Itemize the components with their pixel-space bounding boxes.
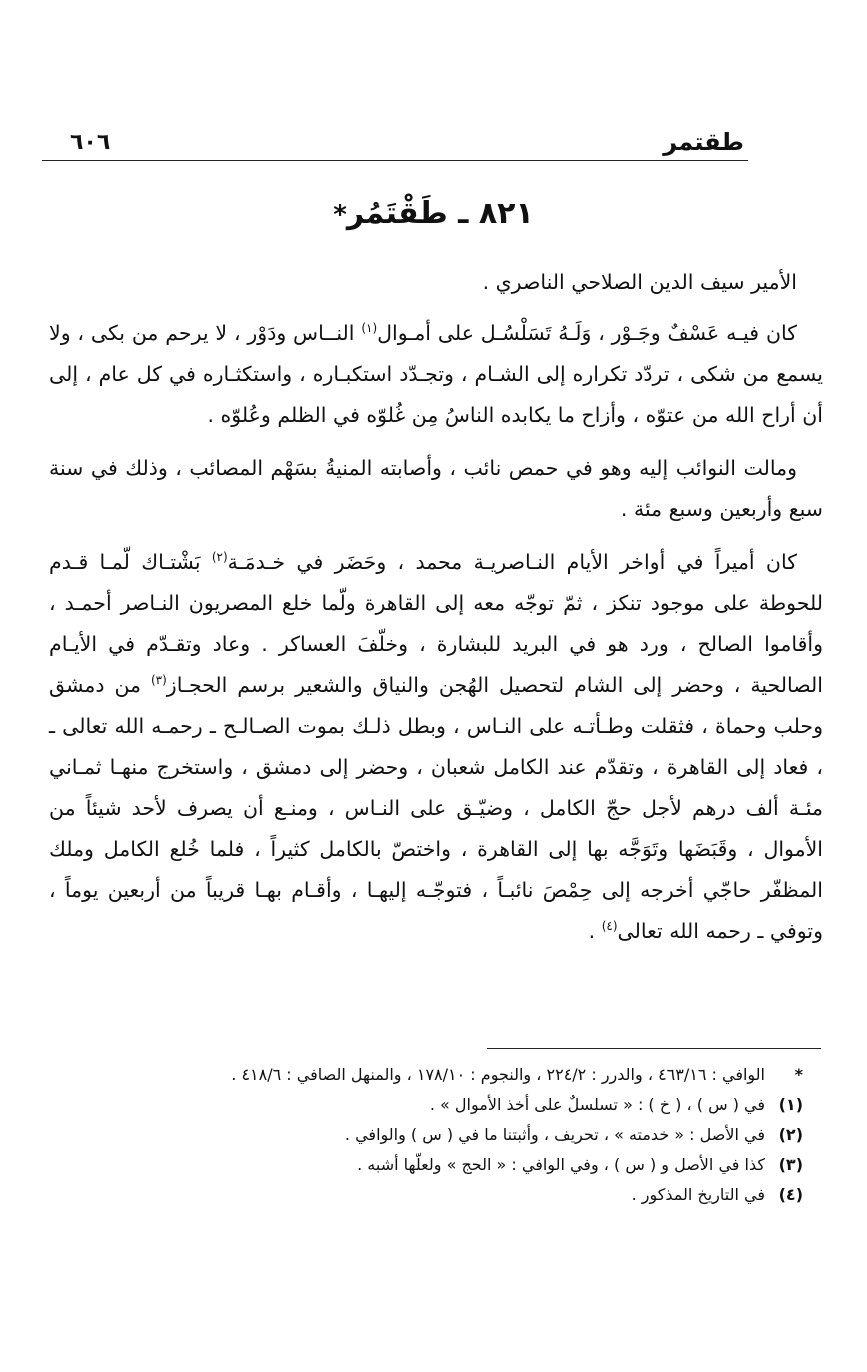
footnote-mark: * xyxy=(794,1065,803,1084)
entry-body xyxy=(49,262,823,964)
paragraph-career-text-2: بَشْتـاك لّمـا قـدم للحوطة على موجود تنكز ، ثمّ توجّه معه إلى القاهرة ولّما خلع المصريون النـاصر أحمـد ، وأقاموا الصالح ، ورد هو في البريد للبشارة ، وخلّفَ العساكر . وعاد وتقـدّم في الأيـام الصالحية ، وحضر إلى الشام لتحصيل الهُجن والنياق والشعير برسم الحجـاز xyxy=(49,550,823,697)
paragraph-character-text-2: النــاس ودَوْر ، لا يرحم من بكى ، ولا يسمع من شكى ، تردّد تكراره إلى الشـام ، وتجـدّد استكبـاره ، واستكثـاره في كل عام ، إلى أن أراح الله من عتوّه ، وأزاح ما يكابده الناسُ مِن غُلوّه في الظلم وعُلوّه . xyxy=(49,321,823,427)
footnote-ref-3[interactable]: (٣) xyxy=(150,673,167,688)
paragraph-character xyxy=(49,313,823,436)
footnotes xyxy=(73,1060,803,1210)
footnote-ref-4[interactable]: (٤) xyxy=(601,919,618,934)
entry-heading xyxy=(0,196,867,231)
footnote-mark: (٣) xyxy=(778,1155,803,1174)
entry-heading-text: ٨٢١ ـ طَقْتَمُر xyxy=(346,196,534,231)
footnote-3 xyxy=(73,1150,803,1180)
footnote-sources xyxy=(73,1060,803,1090)
footnote-text: في ( س ) ، ( خ ) : « تسلسلٌ على أخذ الأموال » . xyxy=(429,1095,765,1114)
paragraph-career-text-1: كان أميراً في أواخر الأيام النـاصريـة محمد ، وحَضَر في خـدمَـة xyxy=(227,550,797,574)
footnote-mark: (٤) xyxy=(778,1185,803,1204)
running-head-title: طقتمر xyxy=(663,128,744,156)
paragraph-career-text-4: . xyxy=(588,919,602,943)
footnote-4 xyxy=(73,1180,803,1210)
paragraph-character-text-1: كان فيـه عَسْفٌ وجَـوْر ، وَلَـهُ تَسَلْسُـل على أمـوال xyxy=(377,321,797,345)
footnote-2 xyxy=(73,1120,803,1150)
footnote-text: في الأصل : « خدمته » ، تحريف ، وأثبتنا ما في ( س ) والوافي . xyxy=(344,1125,765,1144)
paragraph-career-text-3: من دمشق وحلب وحماة ، فثقلت وطـأتـه على النـاس ، وبطل ذلـك بموت الصـالـح ـ رحمـه الله تعالى ـ ، فعاد إلى القاهرة ، وتقدّم عند الكامل شعبان ، وحضر إلى دمشق ، واستخرج منهـا ثمـاني مئـة ألف درهم لأجل حجّ الكامل ، وضيّـق على النـاس ، ومنـع أن يصرف لأحد شيئاً من الأموال ، وقَبَضَها وتَوَجَّه بها إلى القاهرة ، واختصّ بالكامل كثيراً ، فلما خُلع الكامل وملك المظفّر حاجّي أخرجه إلى حِمْصَ نائبـاً ، فتوجّـه إليهـا ، وأقـام بهـا قريباً من أربعين يوماً ، وتوفي ـ رحمه الله تعالى xyxy=(49,673,823,943)
running-head xyxy=(42,128,748,161)
footnote-text: الوافي : ٤٦٣/١٦ ، والدرر : ٢٢٤/٢ ، والنجوم : ١٧٨/١٠ ، والمنهل الصافي : ٤١٨/٦ . xyxy=(231,1065,765,1084)
paragraph-death: ومالت النوائب إليه وهو في حمص نائب ، وأصابته المنيةُ بسَهْم المصائب ، وذلك في سنة سبع وأربعين وسبع مئة . xyxy=(49,456,823,521)
entry-heading-star: * xyxy=(333,200,347,230)
footnote-text: كذا في الأصل و ( س ) ، وفي الوافي : « الحج » ولعلّها أشبه . xyxy=(357,1155,765,1174)
paragraph-intro: الأمير سيف الدين الصلاحي الناصري . xyxy=(482,270,797,294)
footnote-separator xyxy=(487,1048,821,1049)
footnote-ref-1[interactable]: (١) xyxy=(361,321,378,336)
page-number: ٦٠٦ xyxy=(70,130,111,155)
footnote-ref-2[interactable]: (٢) xyxy=(211,550,228,565)
paragraph-career xyxy=(49,542,823,952)
footnote-text: في التاريخ المذكور . xyxy=(631,1185,765,1204)
footnote-mark: (١) xyxy=(778,1095,803,1114)
footnote-mark: (٢) xyxy=(778,1125,803,1144)
footnote-1 xyxy=(73,1090,803,1120)
